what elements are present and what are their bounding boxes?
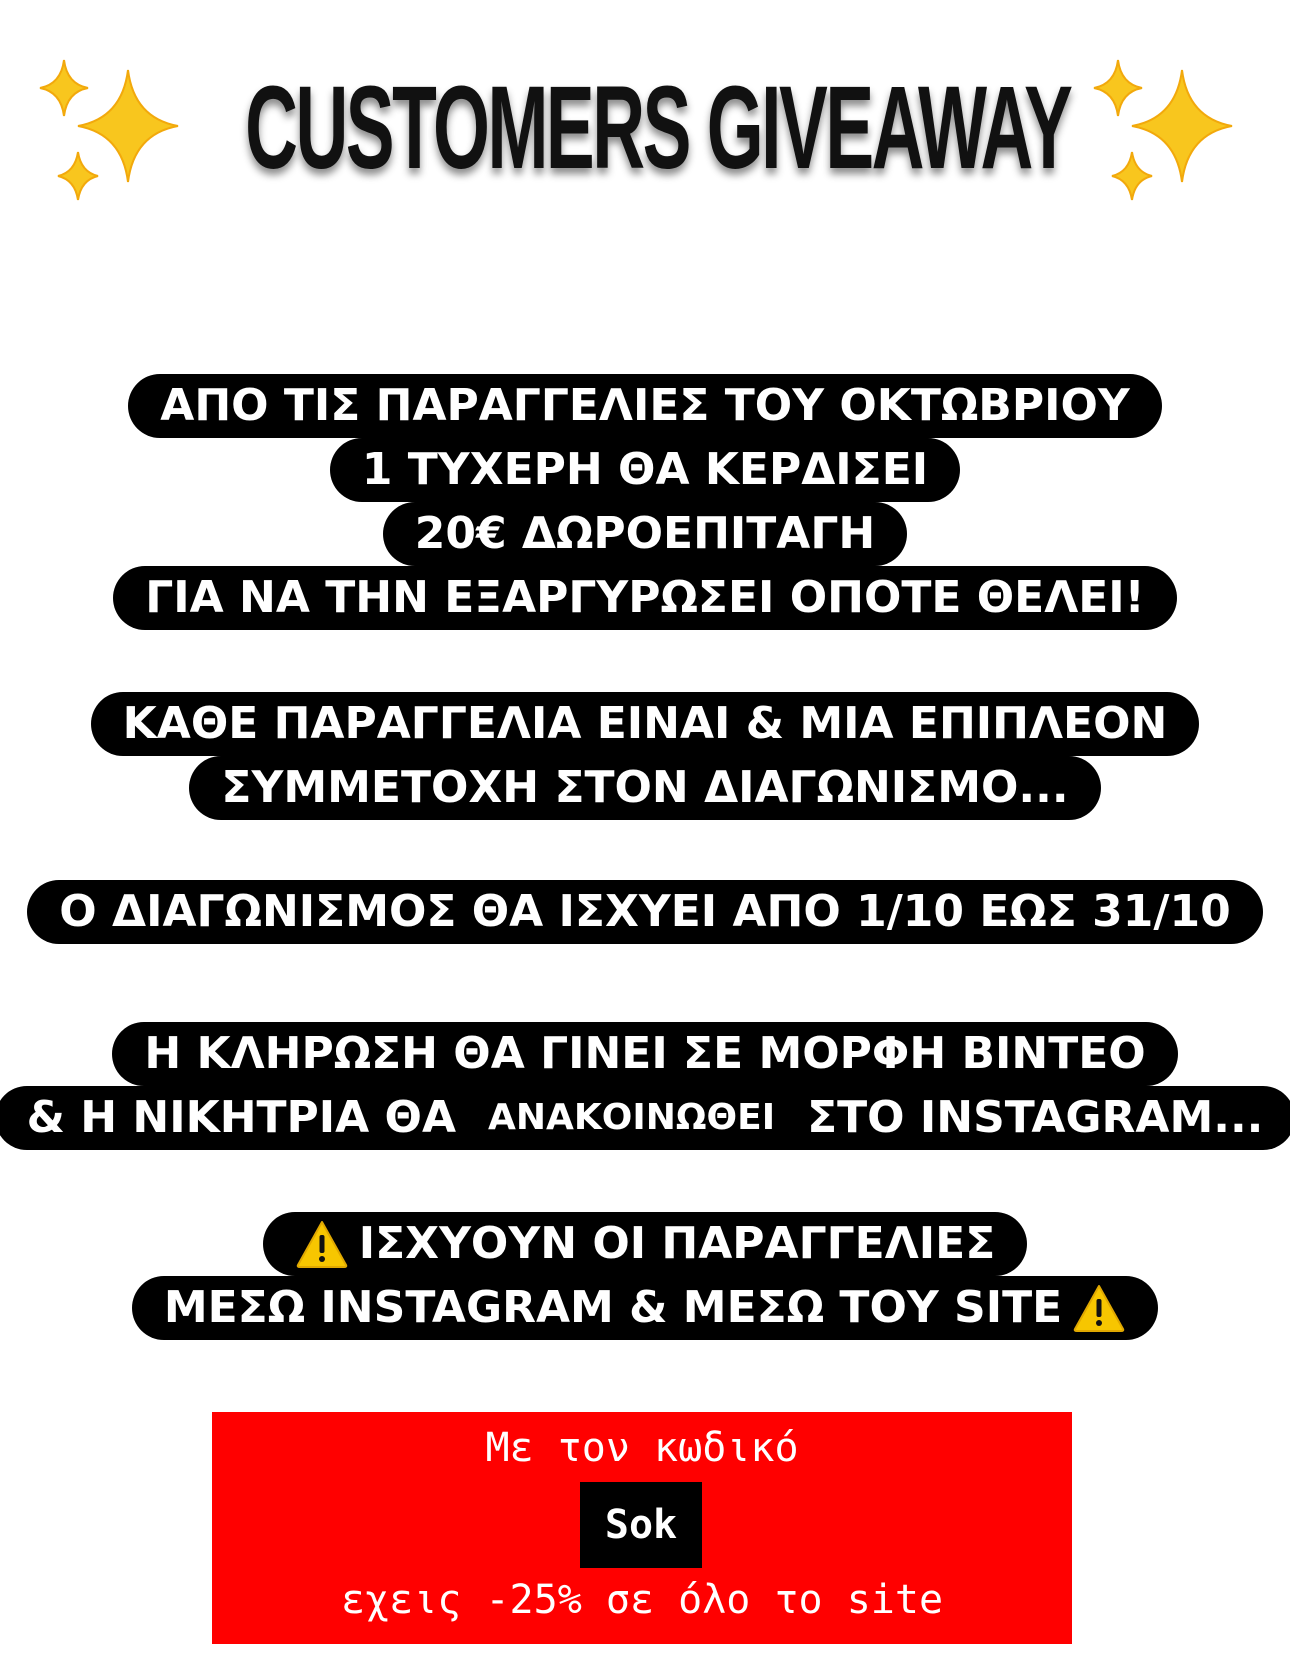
sparkles-icon bbox=[1082, 40, 1262, 220]
pill-text: ΜΕΣΩ INSTAGRAM & ΜΕΣΩ ΤΟΥ SITE bbox=[163, 1282, 1063, 1333]
entry-block bbox=[0, 692, 1290, 820]
text-pill: 1 ΤΥΧΕΡΗ ΘΑ ΚΕΡΔΙΣΕΙ bbox=[330, 438, 960, 502]
pill-text: ΙΣΧΥΟΥΝ ΟΙ ΠΑΡΑΓΓΕΛΙΕΣ bbox=[358, 1218, 996, 1269]
dates-block bbox=[0, 880, 1290, 944]
header bbox=[0, 40, 1290, 220]
pill-text-small: ΑΝΑΚΟΙΝΩΘΕΙ bbox=[488, 1097, 776, 1138]
text-pill bbox=[263, 1212, 1028, 1276]
pill-text: ΣΤΟ INSTAGRAM... bbox=[807, 1092, 1264, 1143]
text-pill bbox=[132, 1276, 1158, 1340]
promo-line-1: Με τον κωδικό bbox=[485, 1425, 799, 1471]
text-pill: 20€ ΔΩΡΟΕΠΙΤΑΓΗ bbox=[383, 502, 907, 566]
page-title: CUSTOMERS GIVEAWAY bbox=[245, 62, 1071, 194]
sparkles-icon bbox=[28, 40, 208, 220]
promo-code: Sok bbox=[580, 1482, 702, 1568]
warning-icon bbox=[295, 1219, 349, 1269]
text-pill: ΑΠΟ ΤΙΣ ΠΑΡΑΓΓΕΛΙΕΣ ΤΟΥ ΟΚΤΩΒΡΙΟΥ bbox=[128, 374, 1161, 438]
text-pill: Ο ΔΙΑΓΩΝΙΣΜΟΣ ΘΑ ΙΣΧΥΕΙ ΑΠΟ 1/10 ΕΩΣ 31/10 bbox=[27, 880, 1262, 944]
promo-box bbox=[212, 1412, 1072, 1644]
text-pill: ΚΑΘΕ ΠΑΡΑΓΓΕΛΙΑ ΕΙΝΑΙ & ΜΙΑ ΕΠΙΠΛΕΟΝ bbox=[91, 692, 1200, 756]
draw-block bbox=[0, 1022, 1290, 1150]
text-pill bbox=[0, 1086, 1290, 1150]
prize-block bbox=[0, 374, 1290, 630]
promo-line-3: εχεις -25% σε όλο το site bbox=[340, 1577, 944, 1623]
warning-icon bbox=[1072, 1283, 1126, 1333]
text-pill: ΓΙΑ ΝΑ ΤΗΝ ΕΞΑΡΓΥΡΩΣΕΙ ΟΠΟΤΕ ΘΕΛΕΙ! bbox=[113, 566, 1177, 630]
text-pill: Η ΚΛΗΡΩΣΗ ΘΑ ΓΙΝΕΙ ΣΕ ΜΟΡΦΗ ΒΙΝΤΕΟ bbox=[112, 1022, 1177, 1086]
text-pill: ΣΥΜΜΕΤΟΧΗ ΣΤΟΝ ΔΙΑΓΩΝΙΣΜΟ... bbox=[189, 756, 1100, 820]
valid-orders-block bbox=[0, 1212, 1290, 1340]
pill-text: & Η ΝΙΚΗΤΡΙΑ ΘΑ bbox=[26, 1092, 457, 1143]
